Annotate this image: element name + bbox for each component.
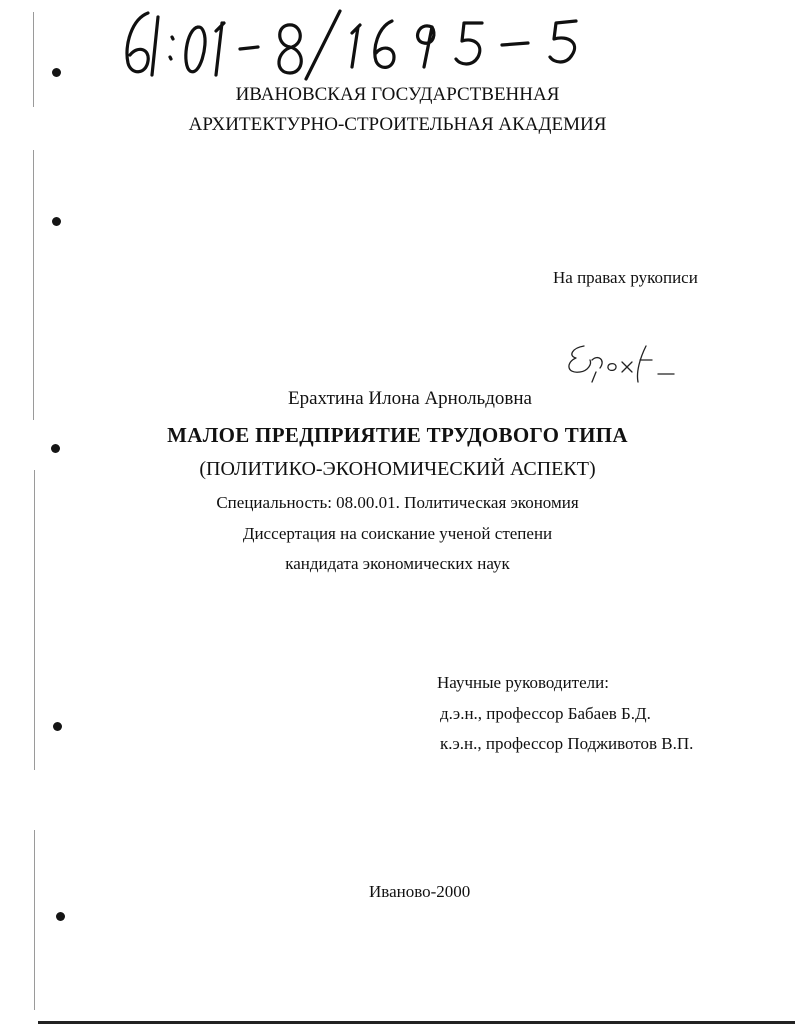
- degree-line-2: кандидата экономических наук: [285, 554, 510, 573]
- thesis-subtitle: (ПОЛИТИКО-ЭКОНОМИЧЕСКИЙ АСПЕКТ): [199, 458, 596, 480]
- author-name: Ерахтина Илона Арнольдовна: [288, 388, 532, 409]
- margin-line: [33, 150, 34, 420]
- advisor-2: к.э.н., профессор Подживотов В.П.: [440, 734, 694, 753]
- margin-line: [34, 470, 35, 770]
- institution-line-1: ИВАНОВСКАЯ ГОСУДАРСТВЕННАЯ: [235, 84, 560, 105]
- place-year: Иваново-2000: [369, 882, 471, 901]
- punch-hole-mark: [56, 912, 65, 921]
- handwritten-library-code: [110, 5, 630, 80]
- margin-line: [34, 830, 35, 1010]
- punch-hole-mark: [52, 68, 61, 77]
- bottom-scan-edge: [38, 1021, 795, 1024]
- advisor-1: д.э.н., профессор Бабаев Б.Д.: [440, 704, 651, 723]
- handwritten-signature: [562, 338, 682, 388]
- punch-hole-mark: [52, 217, 61, 226]
- institution-line-2: АРХИТЕКТУРНО-СТРОИТЕЛЬНАЯ АКАДЕМИЯ: [188, 114, 607, 135]
- rights-notice: На правах рукописи: [553, 268, 698, 287]
- specialty: Специальность: 08.00.01. Политическая экономия: [216, 493, 579, 512]
- thesis-title: МАЛОЕ ПРЕДПРИЯТИЕ ТРУДОВОГО ТИПА: [167, 423, 628, 447]
- degree-line-1: Диссертация на соискание ученой степени: [242, 524, 553, 543]
- advisors-heading: Научные руководители:: [437, 673, 609, 692]
- punch-hole-mark: [53, 722, 62, 731]
